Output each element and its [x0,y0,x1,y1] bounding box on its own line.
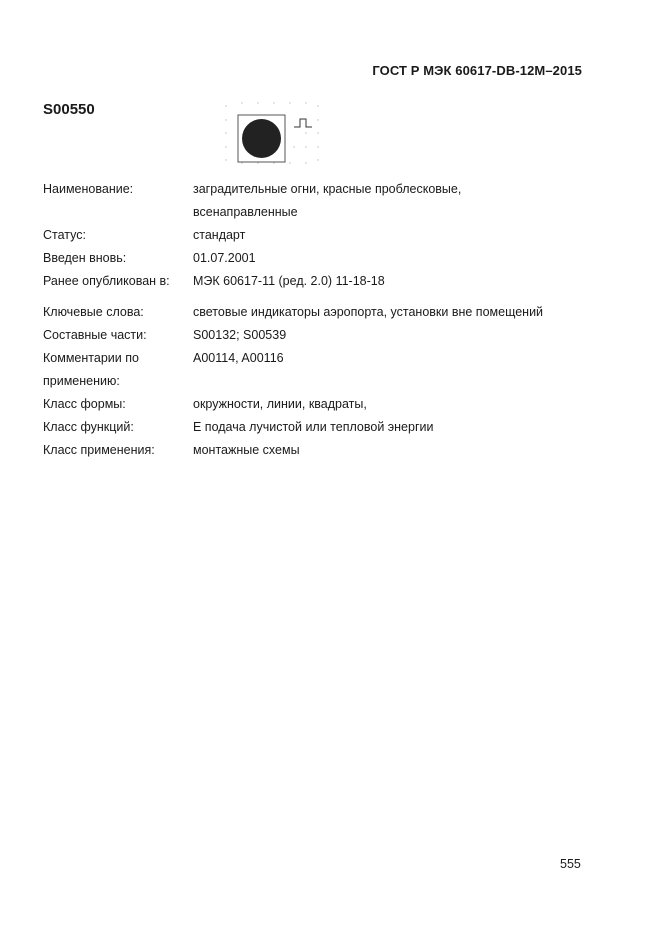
field-value: A00114, A00116 [193,351,284,365]
page-number: 555 [560,857,581,871]
field-value: монтажные схемы [193,443,300,457]
field-function-class [43,416,563,439]
field-application-class [43,439,563,462]
field-label: Статус: [43,228,86,242]
field-application-notes [43,347,563,393]
field-value: E подача лучистой или тепловой энергии [193,420,434,434]
field-label: Класс формы: [43,397,126,411]
field-name [43,178,563,224]
symbol-attributes [43,178,563,462]
field-label: Класс функций: [43,420,134,434]
field-keywords [43,301,563,324]
field-value: 01.07.2001 [193,251,256,265]
field-label: Составные части: [43,328,147,342]
field-value: заградительные огни, красные проблесковые, всенаправленные [193,182,462,219]
flashing-light-symbol-icon [222,100,322,166]
field-value: S00132; S00539 [193,328,287,342]
standard-header: ГОСТ Р МЭК 60617-DB-12M–2015 [372,63,582,78]
field-value: стандарт [193,228,246,242]
field-value: окружности, линии, квадраты, [193,397,367,411]
field-label: Введен вновь: [43,251,127,265]
field-label: Комментарии по применению: [43,351,139,388]
field-introduced [43,247,563,270]
field-value: световые индикаторы аэропорта, установки вне помещений [193,305,544,319]
field-label: Класс применения: [43,443,155,457]
field-value: МЭК 60617-11 (ред. 2.0) 11-18-18 [193,274,385,288]
field-status [43,224,563,247]
field-shape-class [43,393,563,416]
field-label: Ключевые слова: [43,305,144,319]
field-label: Наименование: [43,182,134,196]
field-components [43,324,563,347]
symbol-code: S00550 [43,101,95,118]
field-label: Ранее опубликован в: [43,274,170,288]
field-previously-published [43,270,563,293]
